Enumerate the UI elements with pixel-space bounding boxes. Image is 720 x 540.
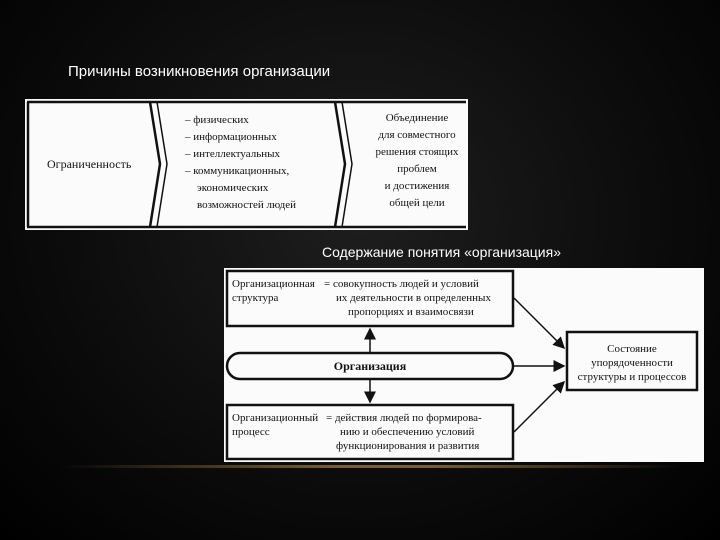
resource-line-4: – коммуникационных,: [185, 165, 290, 177]
concept-diagram: [224, 268, 704, 462]
structure-def-2: их деятельности в определенных: [336, 292, 491, 304]
causes-diagram-svg: [25, 99, 468, 230]
organization-label: Организация: [333, 359, 407, 373]
goal-line-4: проблем: [397, 163, 437, 175]
goal-line-1: Объединение: [385, 112, 449, 124]
structure-term-2: структура: [232, 292, 279, 304]
result-line-3: структуры и процессов: [577, 371, 687, 383]
floor-reflection: [60, 465, 680, 468]
causes-diagram: [25, 99, 468, 230]
result-line-1: Состояние: [607, 343, 657, 355]
limitation-label: Ограниченность: [47, 157, 132, 171]
caption-concept: Содержание понятия «организация»: [322, 244, 561, 260]
structure-def-3: пропорциях и взаимосвязи: [348, 306, 474, 318]
concept-diagram-svg: [224, 268, 704, 462]
structure-def-1: = совокупность людей и условий: [324, 278, 479, 290]
structure-term-1: Организационная: [232, 278, 315, 290]
process-def-2: нию и обеспечению условий: [340, 426, 475, 438]
process-term-1: Организационный: [232, 412, 319, 424]
process-def-3: функционирования и развития: [336, 440, 480, 452]
goal-line-2: для совместного: [378, 129, 456, 141]
caption-causes: Причины возникновения организации: [68, 63, 331, 80]
resource-line-6: возможностей людей: [197, 199, 296, 211]
goal-line-6: общей цели: [389, 197, 445, 209]
result-line-2: упорядоченности: [591, 357, 673, 369]
process-term-2: процесс: [232, 426, 270, 438]
resource-line-3: – интеллектуальных: [185, 148, 281, 160]
resource-line-2: – информационных: [185, 131, 277, 143]
process-def-1: = действия людей по формирова-: [326, 412, 482, 424]
resource-line-1: – физических: [185, 114, 249, 126]
goal-line-5: и достижения: [384, 180, 450, 192]
goal-line-3: решения стоящих: [375, 146, 459, 158]
resource-line-5: экономических: [197, 182, 269, 194]
